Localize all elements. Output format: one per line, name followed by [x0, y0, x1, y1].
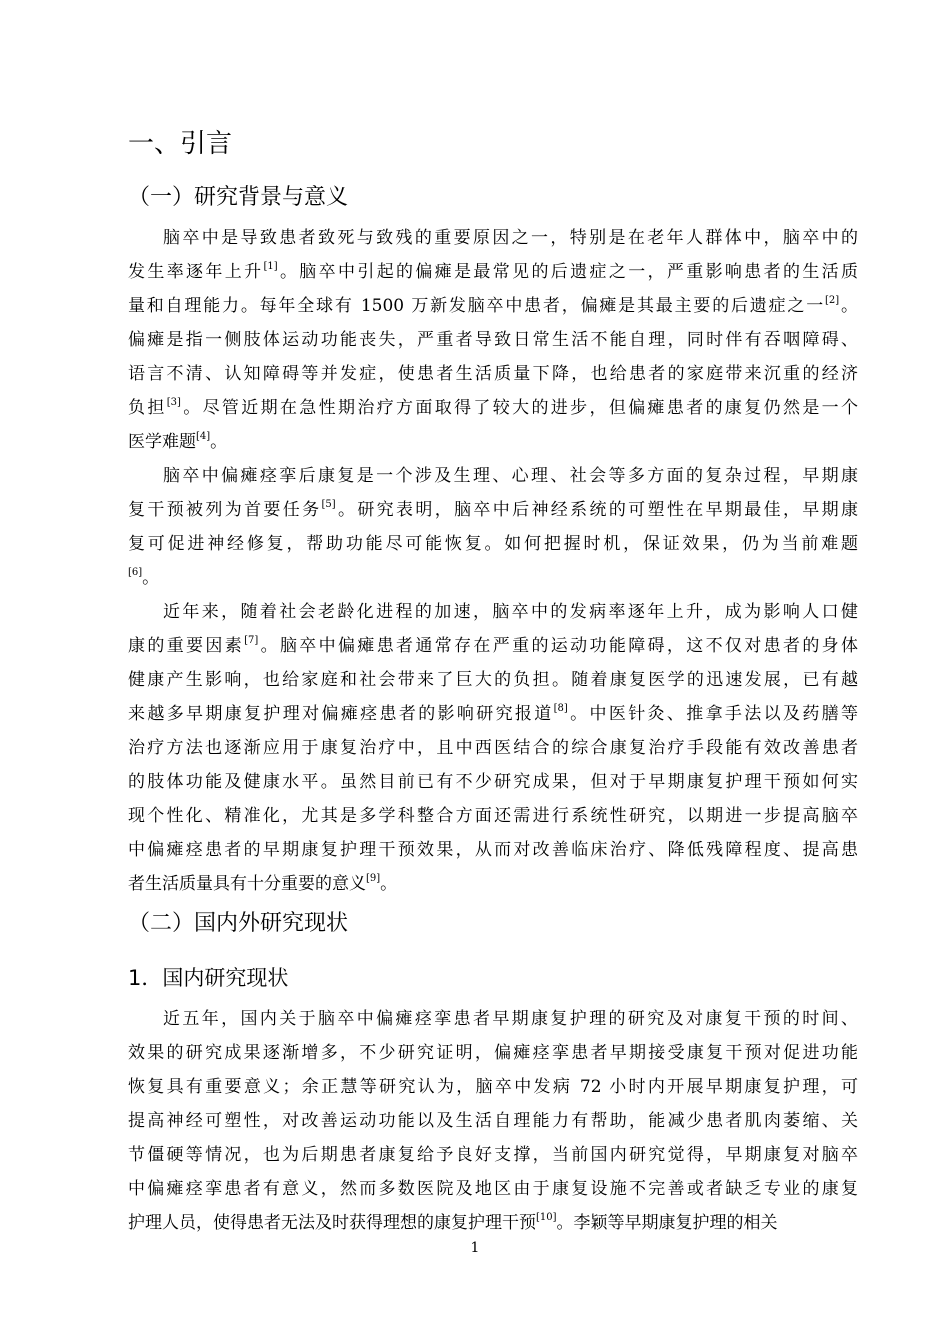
text-run: 近年来，随着社会老龄化进程的加速，脑卒中的发病率逐年上升，成为影响人口健	[163, 602, 858, 622]
paragraph-line	[128, 731, 858, 765]
text-run: 效果的研究成果逐渐增多，不少研究证明，偏瘫痉挛患者早期接受康复干预对促进功能	[128, 1043, 858, 1063]
paragraph-line	[128, 289, 858, 323]
paragraph-line	[128, 425, 858, 459]
paragraph-line	[128, 221, 858, 255]
section-heading-research-status: （二）国内外研究现状	[128, 911, 349, 936]
text-run: 治疗方法也逐渐应用于康复治疗中，且中西医结合的综合康复治疗手段能有效改善患者	[128, 738, 858, 758]
text-run: 康的重要因素	[128, 636, 245, 656]
citation-ref: [3]	[166, 397, 181, 408]
text-run: 量和自理能力。每年全球有 1500 万新发脑卒中患者，偏瘫是其最主要的后遗症之一	[128, 296, 826, 316]
paragraph-line	[128, 1206, 858, 1240]
citation-ref: [8]	[553, 703, 568, 714]
paragraph-line	[128, 323, 858, 357]
text-run: 近五年，国内关于脑卒中偏瘫痉挛患者早期康复护理的研究及对康复干预的时间、	[163, 1009, 858, 1029]
paragraph-line	[128, 799, 858, 833]
text-run: 。尽管近期在急性期治疗方面取得了较大的进步，但偏瘫患者的康复仍然是一个	[180, 398, 859, 418]
text-run: 负担	[128, 398, 167, 418]
text-run: 的肢体功能及健康水平。虽然目前已有不少研究成果，但对于早期康复护理干预如何实	[128, 772, 858, 792]
paragraph-line	[128, 493, 858, 527]
text-run: 健康产生影响，也给家庭和社会带来了巨大的负担。随着康复医学的迅速发展，已有越	[128, 670, 858, 690]
paragraph-line	[128, 561, 858, 595]
text-run: 节僵硬等情况，也为后期患者康复给予良好支撑，当前国内研究觉得，早期康复对脑卒	[128, 1145, 858, 1165]
citation-ref: [1]	[263, 261, 278, 272]
text-run: 脑卒中是导致患者致死与致残的重要原因之一，特别是在老年人群体中，脑卒中的	[163, 228, 858, 248]
text-run: 复干预被列为首要任务	[128, 500, 322, 520]
paragraph-line	[128, 663, 858, 697]
section-heading-background: （一）研究背景与意义	[128, 185, 349, 210]
paragraph-line	[128, 1070, 858, 1104]
paragraph-line	[128, 595, 858, 629]
paragraph-domestic-1	[128, 1002, 858, 1240]
text-run: 恢复具有重要意义；余正慧等研究认为，脑卒中发病 72 小时内开展早期康复护理，可	[128, 1077, 858, 1097]
paragraph-background-1	[128, 221, 858, 459]
text-run: 。	[839, 296, 858, 316]
paragraph-line	[128, 1104, 858, 1138]
citation-ref: [10]	[536, 1212, 557, 1223]
paragraph-line	[128, 629, 858, 663]
text-run: 来越多早期康复护理对偏瘫痉患者的影响研究报道	[128, 704, 554, 724]
text-run: 提高神经可塑性，对改善运动功能以及生活自理能力有帮助，能减少患者肌肉萎缩、关	[128, 1111, 858, 1131]
paragraph-line	[128, 527, 858, 561]
paragraph-line	[128, 1036, 858, 1070]
text-run: 。	[210, 432, 228, 452]
text-run: 复可促进神经修复，帮助功能尽可能恢复。如何把握时机，保证效果，仍为当前难题	[128, 534, 858, 554]
text-run: 医学难题	[128, 432, 196, 452]
text-run: 。李颖等早期康复护理的相关	[556, 1213, 778, 1233]
citation-ref: [4]	[196, 431, 211, 442]
text-run: 现个性化、精准化，尤其是多学科整合方面还需进行系统性研究，以期进一步提高脑卒	[128, 806, 858, 826]
page-number: 1	[470, 1240, 480, 1256]
paragraph-background-3	[128, 595, 858, 901]
paragraph-line	[128, 255, 858, 289]
paragraph-line	[128, 1172, 858, 1206]
text-run: 。	[380, 874, 398, 894]
subsection-heading-domestic: 1．国内研究现状	[128, 966, 289, 990]
paragraph-line	[128, 357, 858, 391]
paragraph-line	[128, 1138, 858, 1172]
paragraph-line	[128, 833, 858, 867]
text-run: 发生率逐年上升	[128, 262, 264, 282]
chapter-heading: 一、引言	[128, 129, 233, 159]
text-run: 脑卒中偏瘫痉挛后康复是一个涉及生理、心理、社会等多方面的复杂过程，早期康	[163, 466, 858, 486]
citation-ref: [5]	[321, 499, 336, 510]
text-run: 中偏瘫痉挛患者有意义，然而多数医院及地区由于康复设施不完善或者缺乏专业的康复	[128, 1179, 858, 1199]
paragraph-line	[128, 697, 858, 731]
text-run: 。脑卒中偏瘫患者通常存在严重的运动功能障碍，这不仅对患者的身体	[258, 636, 859, 656]
text-run: 语言不清、认知障碍等并发症，使患者生活质量下降，也给患者的家庭带来沉重的经济	[128, 364, 858, 384]
citation-ref: [2]	[825, 295, 840, 306]
text-run: 中偏瘫痉患者的早期康复护理干预效果，从而对改善临床治疗、降低残障程度、提高患	[128, 840, 858, 860]
text-run: 偏瘫是指一侧肢体运动功能丧失，严重者导致日常生活不能自理，同时伴有吞咽障碍、	[128, 330, 858, 350]
paragraph-line	[128, 1002, 858, 1036]
text-run: 。研究表明，脑卒中后神经系统的可塑性在早期最佳，早期康	[335, 500, 859, 520]
citation-ref: [6]	[128, 567, 143, 578]
citation-ref: [7]	[244, 635, 259, 646]
paragraph-line	[128, 391, 858, 425]
paragraph-line	[128, 459, 858, 493]
text-run: 者生活质量具有十分重要的意义	[128, 874, 366, 894]
paragraph-line	[128, 765, 858, 799]
text-run: 护理人员，使得患者无法及时获得理想的康复护理干预	[128, 1213, 536, 1233]
citation-ref: [9]	[366, 873, 381, 884]
paragraph-background-2	[128, 459, 858, 595]
text-run: 。中医针灸、推拿手法以及药膳等	[567, 704, 859, 724]
paragraph-line	[128, 867, 858, 901]
text-run: 。	[142, 568, 160, 588]
text-run: 。脑卒中引起的偏瘫是最常见的后遗症之一，严重影响患者的生活质	[277, 262, 859, 282]
